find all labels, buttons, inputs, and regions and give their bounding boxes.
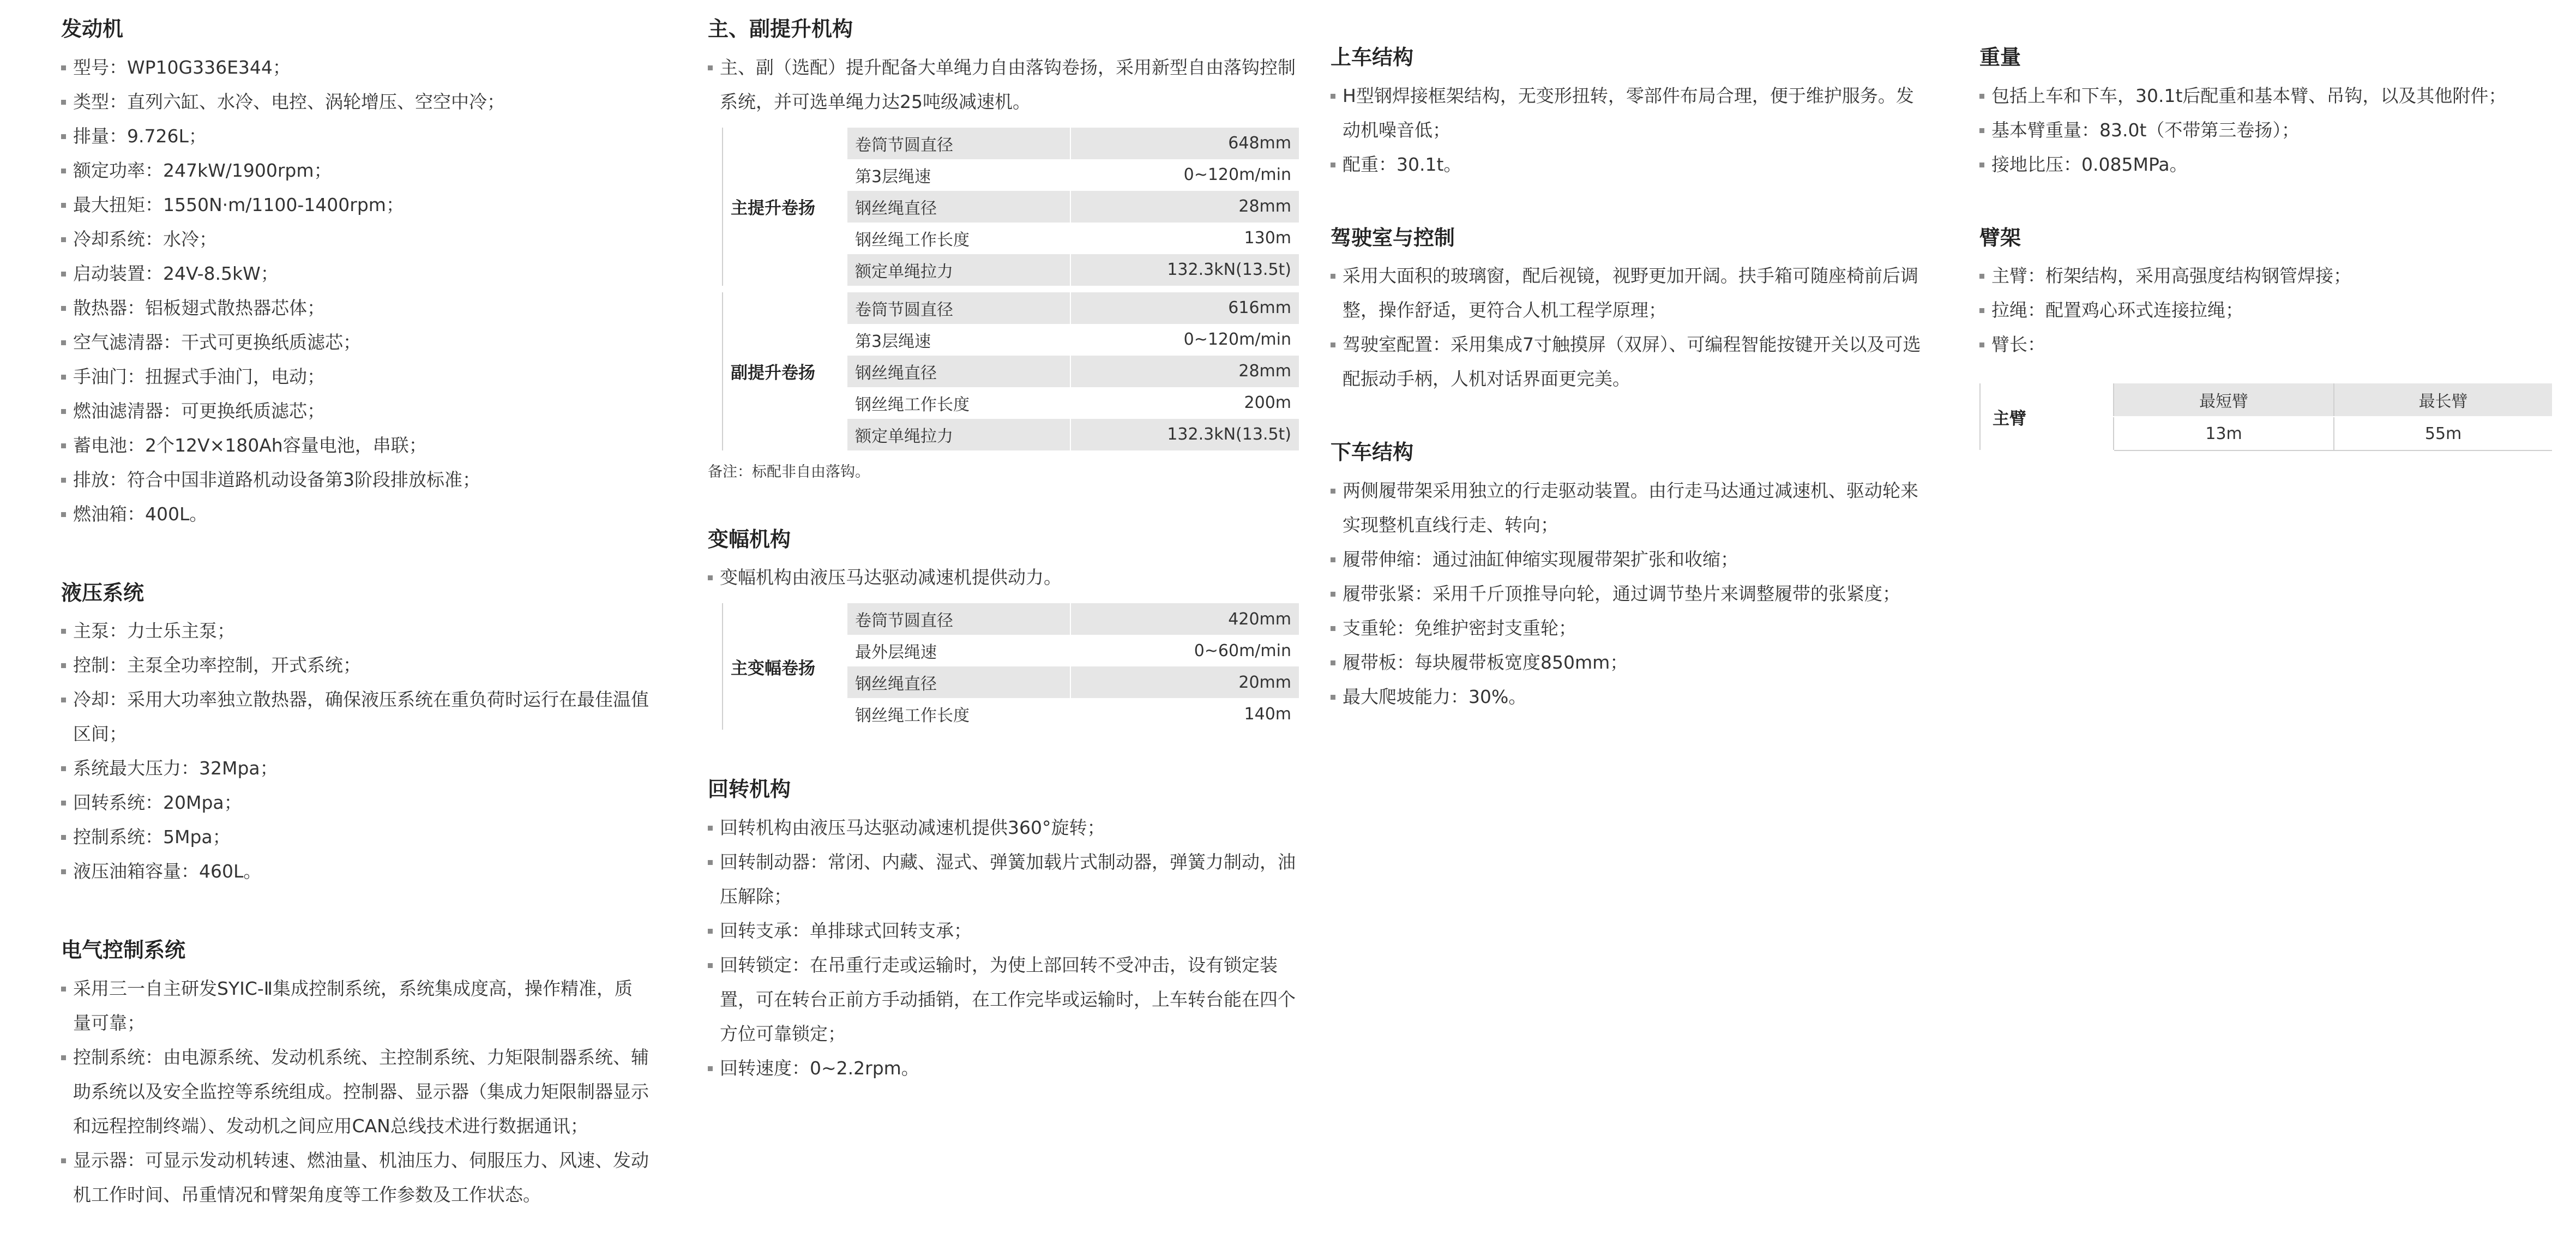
table-key: 第3层绳速 [847, 159, 1070, 191]
column-3 [1331, 0, 1925, 714]
table-value: 55m [2334, 417, 2552, 450]
table-value: 0~120m/min [1070, 324, 1299, 356]
list-item: 变幅机构由液压马达驱动减速机提供动力。 [708, 560, 1302, 594]
table-row [723, 292, 1299, 324]
table-key: 额定单绳拉力 [847, 254, 1070, 286]
list-item: 履带板：每块履带板宽度850mm； [1331, 645, 1925, 680]
list-item: 排放：符合中国非道路机动设备第3阶段排放标准； [61, 462, 650, 497]
list-item: H型钢焊接框架结构，无变形扭转，零部件布局合理，便于维护服务。发动机噪音低； [1331, 79, 1925, 147]
section-boom [1979, 225, 2557, 452]
list-item: 配重：30.1t。 [1331, 147, 1925, 182]
table-row [723, 603, 1299, 635]
list-item: 类型：直列六缸、水冷、电控、涡轮增压、空空中冷； [61, 85, 650, 119]
section-cab [1331, 225, 1925, 396]
section-engine [61, 16, 650, 531]
table-key: 钢丝绳直径 [847, 666, 1070, 698]
list-item: 采用三一自主研发SYIC-Ⅱ集成控制系统，系统集成度高，操作精准，质量可靠； [61, 971, 650, 1040]
list-item: 显示器：可显示发动机转速、燃油量、机油压力、伺服压力、风速、发动机工作时间、吊重情况和臂架角度等工作参数及工作状态。 [61, 1143, 650, 1212]
list-item: 回转机构由液压马达驱动减速机提供360°旋转； [708, 810, 1302, 845]
table-key: 钢丝绳工作长度 [847, 387, 1070, 419]
section-hoist [708, 16, 1302, 483]
column-4 [1979, 0, 2557, 451]
boom-length-table [1979, 383, 2552, 451]
list-item: 驾驶室配置：采用集成7寸触摸屏（双屏）、可编程智能按键开关以及可选配振动手柄，人机对话界面更完美。 [1331, 327, 1925, 396]
section-title: 臂架 [1979, 225, 2021, 250]
list-item: 冷却：采用大功率独立散热器，确保液压系统在重负荷时运行在最佳温值区间； [61, 682, 650, 751]
table-key: 钢丝绳工作长度 [847, 223, 1070, 254]
table-value: 0~60m/min [1070, 635, 1299, 666]
list-item: 主、副（选配）提升配备大单绳力自由落钩卷扬，采用新型自由落钩控制系统，并可选单绳力达25吨级减速机。 [708, 50, 1302, 119]
list-item: 型号：WP10G336E344； [61, 50, 650, 85]
section-title: 驾驶室与控制 [1331, 225, 1455, 250]
table-key: 卷筒节圆直径 [847, 603, 1070, 635]
list-item: 拉绳：配置鸡心环式连接拉绳； [1979, 293, 2557, 327]
list-item: 控制系统：5Mpa； [61, 820, 650, 854]
list-item: 回转锁定：在吊重行走或运输时，为使上部回转不受冲击，设有锁定装置，可在转台正前方手动插销，在工作完毕或运输时，上车转台能在四个方位可靠锁定； [708, 948, 1302, 1051]
table-value: 140m [1070, 698, 1299, 730]
section-upper-structure [1331, 45, 1925, 182]
section-luffing [708, 527, 1302, 730]
table-value: 648mm [1070, 128, 1299, 159]
table-value: 28mm [1070, 356, 1299, 387]
section-title: 液压系统 [61, 580, 145, 605]
list-item: 最大扭矩：1550N·m/1100-1400rpm； [61, 188, 650, 222]
section-title: 主、副提升机构 [708, 17, 853, 41]
list-item: 支重轮：免维护密封支重轮； [1331, 611, 1925, 645]
main-hoist-table [722, 128, 1299, 286]
list-item: 回转速度：0~2.2rpm。 [708, 1051, 1302, 1085]
table-value: 13m [2114, 417, 2334, 450]
list-item: 回转制动器：常闭、内藏、湿式、弹簧加载片式制动器，弹簧力制动，油压解除； [708, 845, 1302, 914]
table-value: 420mm [1070, 603, 1299, 635]
list-item: 控制：主泵全功率控制，开式系统； [61, 648, 650, 682]
list-item: 包括上车和下车，30.1t后配重和基本臂、吊钩，以及其他附件； [1979, 79, 2557, 113]
spec-list [708, 560, 1302, 594]
table-value: 130m [1070, 223, 1299, 254]
table-value: 132.3kN(13.5t) [1070, 254, 1299, 286]
table-group-label: 主臂 [1980, 383, 2114, 450]
list-item: 排量：9.726L； [61, 119, 650, 153]
section-title: 重量 [1979, 45, 2021, 69]
section-title: 发动机 [61, 17, 124, 41]
table-key: 最外层绳速 [847, 635, 1070, 666]
section-title: 下车结构 [1331, 440, 1414, 464]
list-item: 两侧履带架采用独立的行走驱动装置。由行走马达通过减速机、驱动轮来实现整机直线行走、转向； [1331, 473, 1925, 542]
section-title: 变幅机构 [708, 527, 791, 551]
section-title: 回转机构 [708, 777, 791, 801]
table-key: 第3层绳速 [847, 324, 1070, 356]
list-item: 最大爬坡能力：30%。 [1331, 680, 1925, 714]
list-item: 采用大面积的玻璃窗，配后视镜，视野更加开阔。扶手箱可随座椅前后调整，操作舒适，更符合人机工程学原理； [1331, 259, 1925, 327]
spec-list [61, 614, 650, 888]
column-2 [708, 0, 1302, 1085]
list-item: 臂长： [1979, 327, 2557, 362]
table-value: 28mm [1070, 191, 1299, 223]
section-title: 电气控制系统 [61, 938, 186, 962]
list-item: 回转系统：20Mpa； [61, 785, 650, 820]
list-item: 系统最大压力：32Mpa； [61, 751, 650, 785]
list-item: 主臂：桁架结构，采用高强度结构钢管焊接； [1979, 259, 2557, 293]
table-value: 200m [1070, 387, 1299, 419]
spec-list [1979, 259, 2557, 362]
list-item: 冷却系统：水冷； [61, 222, 650, 256]
spec-list [708, 810, 1302, 1085]
spec-list [61, 971, 650, 1212]
list-item: 散热器：铝板翅式散热器芯体； [61, 291, 650, 325]
list-item: 燃油箱：400L。 [61, 497, 650, 531]
luffing-table [722, 603, 1299, 730]
aux-hoist-table [722, 292, 1299, 450]
list-item: 基本臂重量：83.0t（不带第三卷扬）； [1979, 113, 2557, 147]
table-value: 616mm [1070, 292, 1299, 324]
table-row [1980, 383, 2552, 417]
list-item: 蓄电池：2个12V×180Ah容量电池，串联； [61, 428, 650, 462]
table-key: 钢丝绳工作长度 [847, 698, 1070, 730]
table-group-label: 副提升卷扬 [723, 292, 847, 450]
column-1 [61, 0, 650, 1212]
list-item: 主泵：力士乐主泵； [61, 614, 650, 648]
list-item: 手油门：扭握式手油门，电动； [61, 359, 650, 394]
section-slewing [708, 777, 1302, 1085]
section-undercarriage [1331, 440, 1925, 714]
spec-list [1331, 473, 1925, 714]
spec-list [1979, 79, 2557, 182]
table-key: 钢丝绳直径 [847, 191, 1070, 223]
list-item: 液压油箱容量：460L。 [61, 854, 650, 888]
section-weight [1979, 45, 2557, 182]
table-key: 额定单绳拉力 [847, 419, 1070, 450]
list-item: 接地比压：0.085MPa。 [1979, 147, 2557, 182]
table-value: 20mm [1070, 666, 1299, 698]
table-row [723, 128, 1299, 159]
list-item: 燃油滤清器：可更换纸质滤芯； [61, 394, 650, 428]
spec-list [1331, 79, 1925, 182]
list-item: 控制系统：由电源系统、发动机系统、主控制系统、力矩限制器系统、辅助系统以及安全监控等系统组成。控制器、显示器（集成力矩限制器显示和远程控制终端）、发动机之间应用CAN总线技术进行数据通讯； [61, 1040, 650, 1143]
section-title: 上车结构 [1331, 45, 1414, 69]
table-group-label: 主变幅卷扬 [723, 603, 847, 730]
list-item: 履带伸缩：通过油缸伸缩实现履带架扩张和收缩； [1331, 542, 1925, 576]
table-header: 最长臂 [2334, 383, 2552, 417]
list-item: 空气滤清器：干式可更换纸质滤芯； [61, 325, 650, 359]
spec-list [61, 50, 650, 531]
table-key: 卷筒节圆直径 [847, 292, 1070, 324]
table-group-label: 主提升卷扬 [723, 128, 847, 286]
list-item: 启动装置：24V-8.5kW； [61, 256, 650, 291]
table-key: 钢丝绳直径 [847, 356, 1070, 387]
table-header: 最短臂 [2114, 383, 2334, 417]
table-note: 备注：标配非自由落钩。 [708, 463, 870, 480]
section-electrical [61, 937, 650, 1212]
spec-list [708, 50, 1302, 119]
section-hydraulic [61, 580, 650, 889]
table-value: 0~120m/min [1070, 159, 1299, 191]
list-item: 履带张紧：采用千斤顶推导向轮，通过调节垫片来调整履带的张紧度； [1331, 576, 1925, 611]
list-item: 额定功率：247kW/1900rpm； [61, 153, 650, 188]
table-value: 132.3kN(13.5t) [1070, 419, 1299, 450]
table-key: 卷筒节圆直径 [847, 128, 1070, 159]
spec-list [1331, 259, 1925, 396]
list-item: 回转支承：单排球式回转支承； [708, 914, 1302, 948]
